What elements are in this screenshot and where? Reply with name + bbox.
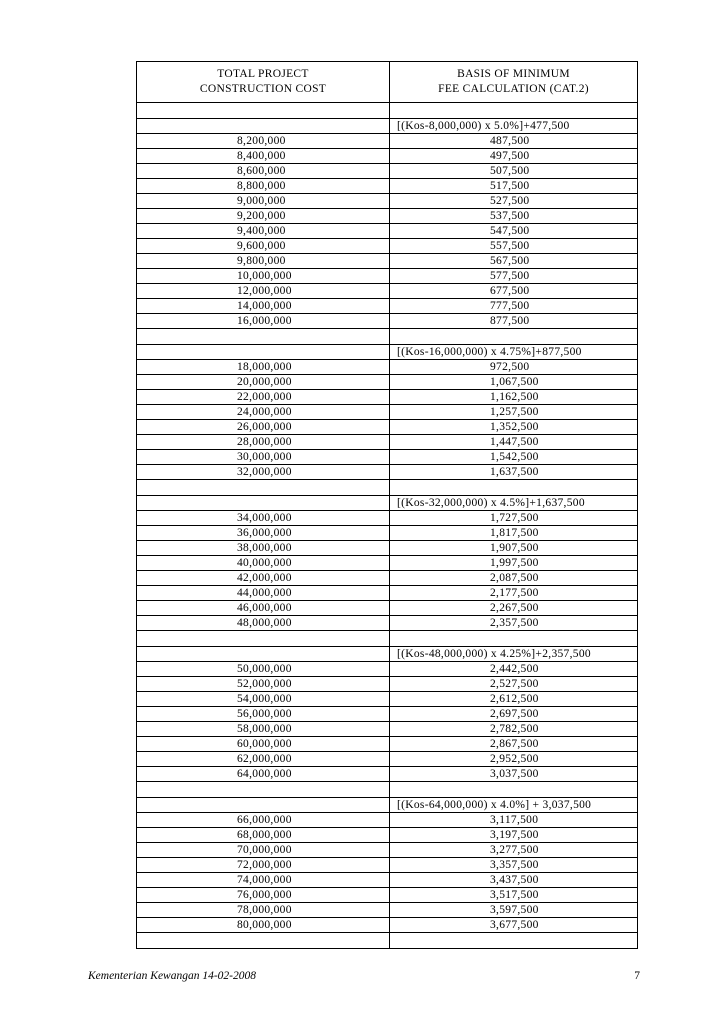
minimum-fee-cell: 1,997,500 <box>390 556 638 571</box>
page-footer <box>88 970 640 986</box>
table-row <box>137 737 638 752</box>
table-row <box>137 662 638 677</box>
minimum-fee-cell: 2,697,500 <box>390 707 638 722</box>
table-row <box>137 571 638 586</box>
table-row <box>137 601 638 616</box>
empty-cell <box>390 329 638 345</box>
table-row <box>137 405 638 420</box>
table-row <box>137 722 638 737</box>
table-row <box>137 239 638 254</box>
construction-cost-cell: 12,000,000 <box>137 284 390 299</box>
construction-cost-cell: 78,000,000 <box>137 903 390 918</box>
fee-formula: [(Kos-16,000,000) x 4.75%]+877,500 <box>390 345 638 360</box>
construction-cost-cell: 9,800,000 <box>137 254 390 269</box>
header-col2-line2: FEE CALCULATION (CAT.2) <box>438 83 589 95</box>
minimum-fee-cell: 1,257,500 <box>390 405 638 420</box>
minimum-fee-cell: 567,500 <box>390 254 638 269</box>
empty-cell <box>137 119 390 134</box>
formula-row <box>137 496 638 511</box>
construction-cost-cell: 50,000,000 <box>137 662 390 677</box>
construction-cost-cell: 36,000,000 <box>137 526 390 541</box>
table-row <box>137 586 638 601</box>
empty-cell <box>390 782 638 798</box>
formula-row <box>137 647 638 662</box>
empty-cell <box>137 782 390 798</box>
formula-row <box>137 119 638 134</box>
header-fee-calculation <box>390 62 638 103</box>
construction-cost-cell: 9,000,000 <box>137 194 390 209</box>
minimum-fee-cell: 557,500 <box>390 239 638 254</box>
table-row <box>137 224 638 239</box>
table-row <box>137 465 638 480</box>
minimum-fee-cell: 2,177,500 <box>390 586 638 601</box>
construction-cost-cell: 20,000,000 <box>137 375 390 390</box>
table-row <box>137 149 638 164</box>
table-row <box>137 269 638 284</box>
table-row <box>137 888 638 903</box>
minimum-fee-cell: 2,087,500 <box>390 571 638 586</box>
minimum-fee-cell: 577,500 <box>390 269 638 284</box>
empty-cell <box>390 103 638 119</box>
table-row <box>137 134 638 149</box>
construction-cost-cell: 58,000,000 <box>137 722 390 737</box>
table-row <box>137 541 638 556</box>
construction-cost-cell: 8,800,000 <box>137 179 390 194</box>
fee-formula: [(Kos-8,000,000) x 5.0%]+477,500 <box>390 119 638 134</box>
table-row <box>137 752 638 767</box>
construction-cost-cell: 28,000,000 <box>137 435 390 450</box>
empty-cell <box>137 798 390 813</box>
construction-cost-cell: 40,000,000 <box>137 556 390 571</box>
table-row <box>137 314 638 329</box>
construction-cost-cell: 34,000,000 <box>137 511 390 526</box>
construction-cost-cell: 76,000,000 <box>137 888 390 903</box>
construction-cost-cell: 74,000,000 <box>137 873 390 888</box>
construction-cost-cell: 54,000,000 <box>137 692 390 707</box>
construction-cost-cell: 9,600,000 <box>137 239 390 254</box>
empty-cell <box>390 631 638 647</box>
minimum-fee-cell: 2,527,500 <box>390 677 638 692</box>
minimum-fee-cell: 537,500 <box>390 209 638 224</box>
table-row <box>137 179 638 194</box>
empty-cell <box>137 329 390 345</box>
header-construction-cost <box>137 62 390 103</box>
minimum-fee-cell: 527,500 <box>390 194 638 209</box>
construction-cost-cell: 18,000,000 <box>137 360 390 375</box>
minimum-fee-cell: 1,907,500 <box>390 541 638 556</box>
construction-cost-cell: 8,400,000 <box>137 149 390 164</box>
minimum-fee-cell: 2,357,500 <box>390 616 638 631</box>
table-row <box>137 828 638 843</box>
table-row <box>137 556 638 571</box>
header-col2-line1: BASIS OF MINIMUM <box>457 68 570 80</box>
construction-cost-cell: 14,000,000 <box>137 299 390 314</box>
construction-cost-cell: 38,000,000 <box>137 541 390 556</box>
minimum-fee-cell: 677,500 <box>390 284 638 299</box>
table-row <box>137 677 638 692</box>
table-row <box>137 420 638 435</box>
minimum-fee-cell: 2,952,500 <box>390 752 638 767</box>
table-row <box>137 299 638 314</box>
minimum-fee-cell: 3,357,500 <box>390 858 638 873</box>
construction-cost-cell: 62,000,000 <box>137 752 390 767</box>
construction-cost-cell: 32,000,000 <box>137 465 390 480</box>
table-row <box>137 616 638 631</box>
construction-cost-cell: 42,000,000 <box>137 571 390 586</box>
table-row <box>137 767 638 782</box>
minimum-fee-cell: 1,727,500 <box>390 511 638 526</box>
header-col1-line1: TOTAL PROJECT <box>217 68 309 80</box>
empty-cell <box>137 480 390 496</box>
minimum-fee-cell: 877,500 <box>390 314 638 329</box>
construction-cost-cell: 44,000,000 <box>137 586 390 601</box>
minimum-fee-cell: 3,277,500 <box>390 843 638 858</box>
minimum-fee-cell: 2,267,500 <box>390 601 638 616</box>
construction-cost-cell: 8,200,000 <box>137 134 390 149</box>
construction-cost-cell: 24,000,000 <box>137 405 390 420</box>
table-row <box>137 435 638 450</box>
separator-row <box>137 103 638 119</box>
separator-row <box>137 329 638 345</box>
table-row <box>137 873 638 888</box>
minimum-fee-cell: 972,500 <box>390 360 638 375</box>
formula-row <box>137 798 638 813</box>
separator-row <box>137 480 638 496</box>
table-row <box>137 284 638 299</box>
table-row <box>137 360 638 375</box>
construction-cost-cell: 30,000,000 <box>137 450 390 465</box>
table-row <box>137 692 638 707</box>
table-row <box>137 707 638 722</box>
minimum-fee-cell: 3,037,500 <box>390 767 638 782</box>
construction-cost-cell: 46,000,000 <box>137 601 390 616</box>
table-row <box>137 526 638 541</box>
construction-cost-cell: 68,000,000 <box>137 828 390 843</box>
separator-row <box>137 782 638 798</box>
minimum-fee-cell: 1,162,500 <box>390 390 638 405</box>
table-row <box>137 918 638 933</box>
table-row <box>137 164 638 179</box>
separator-row <box>137 933 638 949</box>
minimum-fee-cell: 1,817,500 <box>390 526 638 541</box>
minimum-fee-cell: 3,197,500 <box>390 828 638 843</box>
table-row <box>137 813 638 828</box>
fee-formula: [(Kos-32,000,000) x 4.5%]+1,637,500 <box>390 496 638 511</box>
table-row <box>137 843 638 858</box>
empty-cell <box>137 496 390 511</box>
minimum-fee-cell: 1,067,500 <box>390 375 638 390</box>
minimum-fee-cell: 2,867,500 <box>390 737 638 752</box>
table-row <box>137 194 638 209</box>
minimum-fee-cell: 497,500 <box>390 149 638 164</box>
empty-cell <box>390 480 638 496</box>
minimum-fee-cell: 3,677,500 <box>390 918 638 933</box>
construction-cost-cell: 10,000,000 <box>137 269 390 284</box>
minimum-fee-cell: 1,542,500 <box>390 450 638 465</box>
construction-cost-cell: 16,000,000 <box>137 314 390 329</box>
table-row <box>137 450 638 465</box>
minimum-fee-cell: 1,637,500 <box>390 465 638 480</box>
empty-cell <box>137 631 390 647</box>
table-row <box>137 903 638 918</box>
table-row <box>137 390 638 405</box>
construction-cost-cell: 9,200,000 <box>137 209 390 224</box>
construction-cost-cell: 56,000,000 <box>137 707 390 722</box>
header-col1-line2: CONSTRUCTION COST <box>199 83 327 95</box>
page-number: 7 <box>634 970 640 982</box>
table-row <box>137 375 638 390</box>
formula-row <box>137 345 638 360</box>
minimum-fee-cell: 547,500 <box>390 224 638 239</box>
minimum-fee-cell: 487,500 <box>390 134 638 149</box>
minimum-fee-cell: 1,447,500 <box>390 435 638 450</box>
construction-cost-cell: 8,600,000 <box>137 164 390 179</box>
separator-row <box>137 631 638 647</box>
construction-cost-cell: 80,000,000 <box>137 918 390 933</box>
table-row <box>137 858 638 873</box>
footer-ministry-date: Kementerian Kewangan 14-02-2008 <box>88 970 257 982</box>
construction-cost-cell: 70,000,000 <box>137 843 390 858</box>
minimum-fee-cell: 2,612,500 <box>390 692 638 707</box>
minimum-fee-cell: 3,437,500 <box>390 873 638 888</box>
empty-cell <box>137 345 390 360</box>
empty-cell <box>390 933 638 949</box>
construction-cost-cell: 64,000,000 <box>137 767 390 782</box>
table-row <box>137 511 638 526</box>
minimum-fee-cell: 2,782,500 <box>390 722 638 737</box>
empty-cell <box>137 933 390 949</box>
minimum-fee-cell: 1,352,500 <box>390 420 638 435</box>
empty-cell <box>137 103 390 119</box>
fee-formula: [(Kos-64,000,000) x 4.0%] + 3,037,500 <box>390 798 638 813</box>
minimum-fee-cell: 777,500 <box>390 299 638 314</box>
construction-cost-cell: 66,000,000 <box>137 813 390 828</box>
construction-cost-cell: 60,000,000 <box>137 737 390 752</box>
minimum-fee-cell: 517,500 <box>390 179 638 194</box>
fee-formula: [(Kos-48,000,000) x 4.25%]+2,357,500 <box>390 647 638 662</box>
table-header-row <box>137 62 638 103</box>
minimum-fee-cell: 507,500 <box>390 164 638 179</box>
construction-cost-cell: 48,000,000 <box>137 616 390 631</box>
table-row <box>137 209 638 224</box>
minimum-fee-cell: 3,597,500 <box>390 903 638 918</box>
empty-cell <box>137 647 390 662</box>
minimum-fee-cell: 3,517,500 <box>390 888 638 903</box>
construction-cost-cell: 72,000,000 <box>137 858 390 873</box>
minimum-fee-cell: 2,442,500 <box>390 662 638 677</box>
construction-cost-cell: 26,000,000 <box>137 420 390 435</box>
table-row <box>137 254 638 269</box>
construction-cost-cell: 9,400,000 <box>137 224 390 239</box>
construction-cost-cell: 22,000,000 <box>137 390 390 405</box>
minimum-fee-cell: 3,117,500 <box>390 813 638 828</box>
fee-table <box>136 61 638 949</box>
construction-cost-cell: 52,000,000 <box>137 677 390 692</box>
